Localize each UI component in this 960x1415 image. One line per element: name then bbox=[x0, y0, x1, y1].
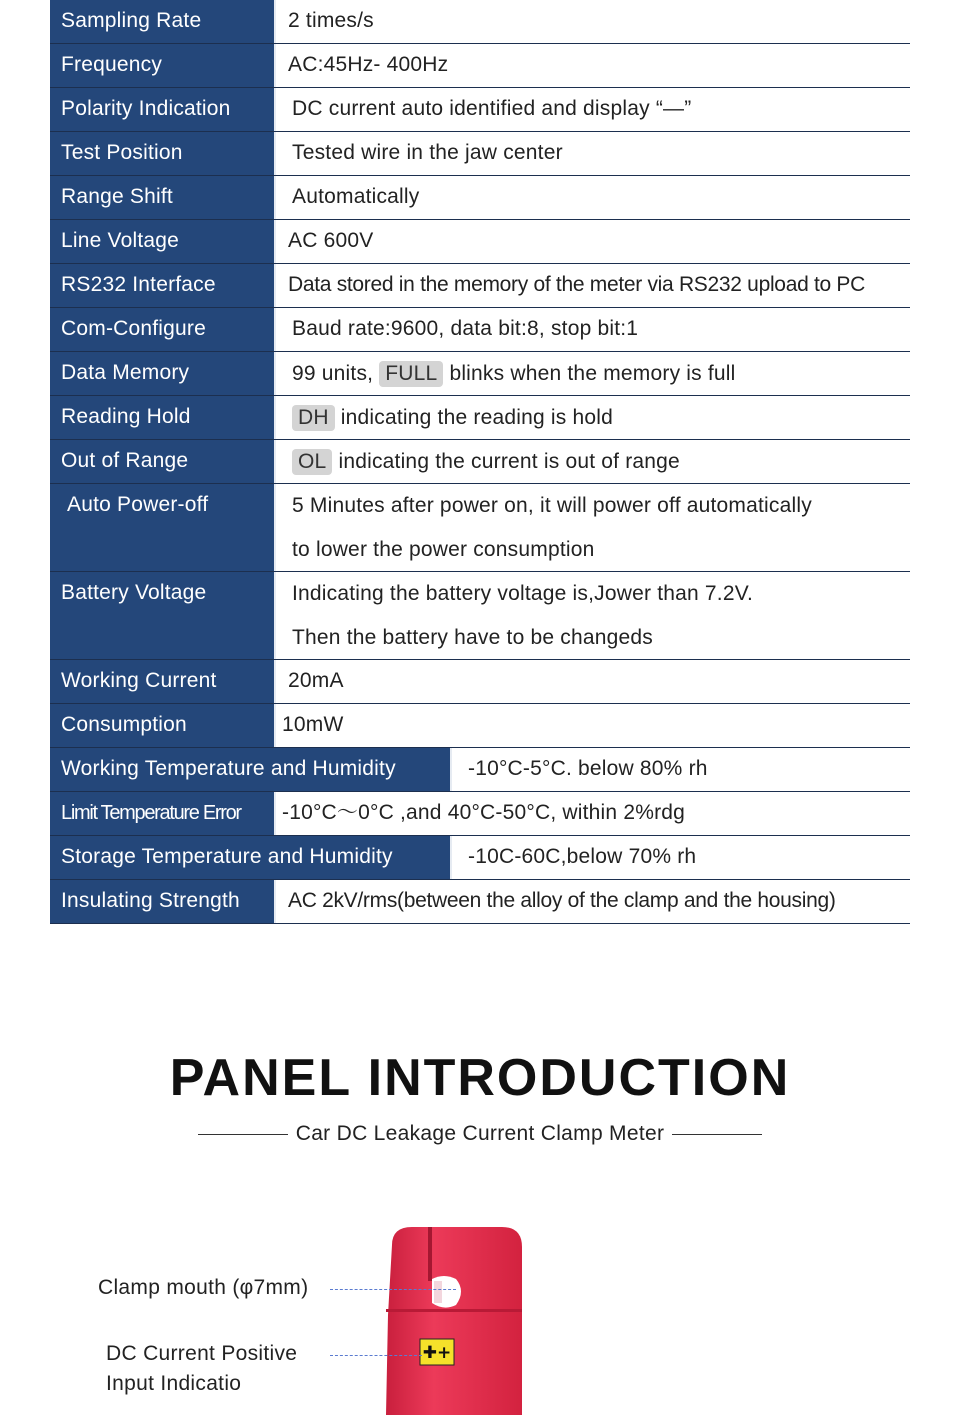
spec-label: Frequency bbox=[50, 44, 276, 87]
subtitle-divider-right bbox=[672, 1134, 762, 1135]
clamp-jaw-slot bbox=[428, 1227, 432, 1281]
spec-value: AC 2kV/rms(between the alloy of the clamp and the housing) bbox=[276, 880, 910, 923]
spec-value-line: 5 Minutes after power on, it will power off automatically bbox=[292, 494, 812, 517]
spec-label: Line Voltage bbox=[50, 220, 276, 263]
spec-value: -10°C-5°C. below 80% rh bbox=[452, 748, 910, 791]
spec-value-suffix: indicating the reading is hold bbox=[340, 406, 613, 429]
spec-row-insulating-strength bbox=[50, 880, 910, 924]
spec-row-storage-temperature bbox=[50, 836, 910, 880]
spec-label: Sampling Rate bbox=[50, 0, 276, 43]
spec-value-line: Indicating the battery voltage is,Jower than 7.2V. bbox=[292, 582, 754, 605]
spec-value: DC current auto identified and display “—” bbox=[276, 88, 910, 131]
spec-label: RS232 Interface bbox=[50, 264, 276, 307]
spec-label: Data Memory bbox=[50, 352, 276, 395]
spec-value: 20mA bbox=[276, 660, 910, 703]
dc-positive-leader-line bbox=[330, 1355, 422, 1356]
spec-value: 2 times/s bbox=[276, 0, 910, 43]
spec-label: Polarity Indication bbox=[50, 88, 276, 131]
spec-row-rs232-interface bbox=[50, 264, 910, 308]
spec-label: Reading Hold bbox=[50, 396, 276, 439]
spec-label: Limit Temperature Error bbox=[50, 792, 276, 835]
spec-label: Storage Temperature and Humidity bbox=[50, 836, 452, 879]
spec-row-working-temperature bbox=[50, 748, 910, 792]
clamp-mouth-highlight bbox=[434, 1281, 442, 1303]
spec-label: Out of Range bbox=[50, 440, 276, 483]
spec-value: -10C-60C,below 70% rh bbox=[452, 836, 910, 879]
spec-value bbox=[276, 396, 910, 439]
spec-row-auto-power-off bbox=[50, 484, 910, 572]
spec-label: Test Position bbox=[50, 132, 276, 175]
spec-row-com-configure bbox=[50, 308, 910, 352]
spec-label: Com-Configure bbox=[50, 308, 276, 351]
spec-table bbox=[50, 0, 910, 924]
clamp-meter-body bbox=[386, 1227, 522, 1415]
ol-indicator-chip: OL bbox=[292, 449, 332, 475]
clamp-meter-image bbox=[384, 1225, 524, 1415]
spec-label: Consumption bbox=[50, 704, 276, 747]
spec-row-working-current bbox=[50, 660, 910, 704]
spec-row-frequency bbox=[50, 44, 910, 88]
spec-value bbox=[276, 440, 910, 483]
dc-positive-badge-text: ✚+ bbox=[422, 1343, 452, 1363]
spec-row-consumption bbox=[50, 704, 910, 748]
spec-value: Automatically bbox=[276, 176, 910, 219]
spec-value-line: to lower the power consumption bbox=[292, 538, 595, 561]
clamp-mouth-leader-line bbox=[330, 1289, 456, 1290]
spec-row-polarity-indication bbox=[50, 88, 910, 132]
spec-value-suffix: blinks when the memory is full bbox=[449, 362, 736, 385]
spec-label: Working Temperature and Humidity bbox=[50, 748, 452, 791]
spec-row-limit-temperature-error bbox=[50, 792, 910, 836]
spec-row-reading-hold bbox=[50, 396, 910, 440]
spec-value-prefix: 99 units, bbox=[292, 362, 374, 385]
spec-value: Data stored in the memory of the meter via RS232 upload to PC bbox=[276, 264, 910, 307]
subtitle-divider-left bbox=[198, 1134, 288, 1135]
spec-label: Working Current bbox=[50, 660, 276, 703]
spec-value bbox=[276, 484, 910, 571]
clamp-seam bbox=[386, 1309, 522, 1312]
spec-row-range-shift bbox=[50, 176, 910, 220]
spec-label: Auto Power-off bbox=[50, 484, 276, 571]
spec-value bbox=[276, 572, 910, 659]
spec-value: Baud rate:9600, data bit:8, stop bit:1 bbox=[276, 308, 910, 351]
spec-value: AC:45Hz- 400Hz bbox=[276, 44, 910, 87]
dc-positive-callout-line2: Input Indicatio bbox=[106, 1372, 242, 1395]
spec-row-test-position bbox=[50, 132, 910, 176]
dc-positive-callout-line1: DC Current Positive bbox=[106, 1342, 298, 1365]
spec-row-out-of-range bbox=[50, 440, 910, 484]
spec-label: Range Shift bbox=[50, 176, 276, 219]
spec-value-suffix: indicating the current is out of range bbox=[338, 450, 680, 473]
spec-value-line: Then the battery have to be changeds bbox=[292, 626, 653, 649]
spec-row-battery-voltage bbox=[50, 572, 910, 660]
panel-subtitle-row bbox=[0, 1122, 960, 1146]
dh-indicator-chip: DH bbox=[292, 405, 335, 431]
spec-value bbox=[276, 352, 910, 395]
panel-subtitle: Car DC Leakage Current Clamp Meter bbox=[295, 1122, 665, 1145]
clamp-mouth-callout: Clamp mouth (φ7mm) bbox=[98, 1276, 309, 1299]
panel-title: PANEL INTRODUCTION bbox=[169, 1049, 791, 1107]
spec-value: AC 600V bbox=[276, 220, 910, 263]
spec-label: Insulating Strength bbox=[50, 880, 276, 923]
spec-row-data-memory bbox=[50, 352, 910, 396]
spec-row-sampling-rate bbox=[50, 0, 910, 44]
spec-value: 10mW bbox=[276, 704, 910, 747]
spec-value: Tested wire in the jaw center bbox=[276, 132, 910, 175]
spec-row-line-voltage bbox=[50, 220, 910, 264]
spec-label: Battery Voltage bbox=[50, 572, 276, 659]
spec-value: -10°C～0°C ,and 40°C-50°C, within 2%rdg bbox=[276, 792, 910, 835]
full-indicator-chip: FULL bbox=[379, 361, 443, 387]
